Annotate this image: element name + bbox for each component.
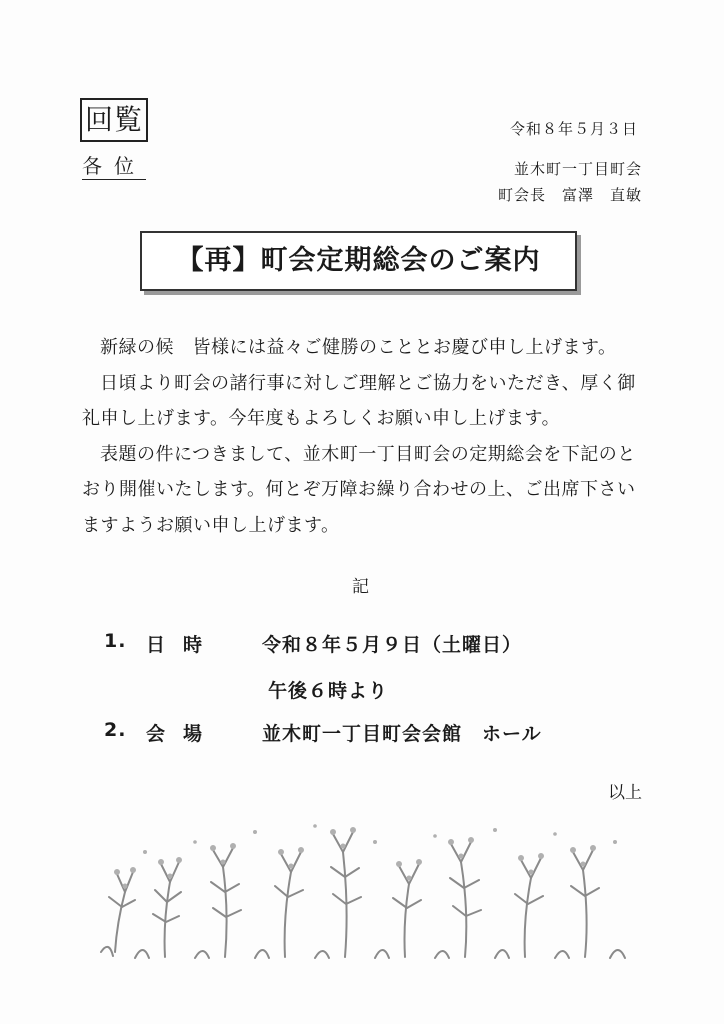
body-text bbox=[82, 330, 652, 543]
circulation-stamp: 回覧 bbox=[80, 98, 148, 142]
paragraph: 新緑の候 皆様には益々ご健勝のこととお慶び申し上げます。 bbox=[100, 337, 617, 358]
item-number: 2. bbox=[104, 719, 127, 741]
sender-name: 町会長 富澤 直敏 bbox=[497, 186, 642, 204]
paragraph: 日頃より町会の諸行事に対しご理解とご協力をいただき、厚く御礼申し上げます。今年度もよろしくお願い申し上げます。 bbox=[82, 372, 636, 429]
item-label-venue: 会場 bbox=[146, 723, 221, 745]
ki-heading: 記 bbox=[352, 577, 369, 597]
addressee: 各位 bbox=[82, 154, 146, 178]
paragraph: 表題の件につきまして、並木町一丁目町会の定期総会を下記のとおり開催いたします。何とぞ万障お繰り合わせの上、ご出席下さいますようお願い申し上げます。 bbox=[82, 443, 636, 536]
issue-date: 令和８年５月３日 bbox=[509, 120, 638, 138]
organization-name: 並木町一丁目町会 bbox=[513, 160, 642, 178]
item-label-datetime: 日時 bbox=[146, 634, 221, 656]
item-value-date: 令和８年５月９日（土曜日） bbox=[262, 634, 523, 656]
item-number: 1. bbox=[104, 630, 127, 652]
item-value-venue: 並木町一丁目町会会館 ホール bbox=[262, 723, 542, 745]
item-value-time: 午後６時より bbox=[268, 680, 389, 702]
flower-illustration bbox=[95, 812, 635, 962]
document-title: 【再】町会定期総会のご案内 bbox=[140, 231, 577, 291]
closing-mark: 以上 bbox=[608, 783, 642, 803]
